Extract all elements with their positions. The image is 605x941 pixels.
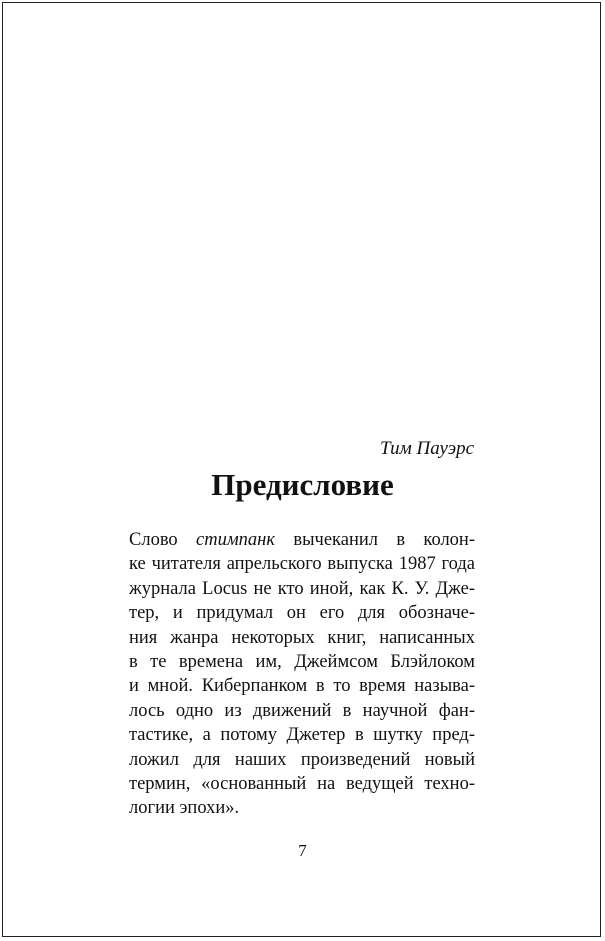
text-line: логии эпохи». — [129, 798, 240, 819]
chapter-title: Предисловие — [211, 467, 394, 502]
text-line: ния жанра некоторых книг, написанных — [129, 627, 475, 648]
text-line: термин, «основанный на ведущей техно- — [129, 773, 475, 794]
text-line: в те времена им, Джеймсом Блэйлоком — [129, 651, 475, 672]
text-line: журнала Locus не кто иной, как К. У. Дже- — [129, 578, 475, 599]
text-line: ке читателя апрельского выпуска 1987 года — [129, 554, 475, 575]
text-line: ложил для наших произведений новый — [129, 749, 475, 770]
text-line: лось одно из движений в научной фан- — [129, 700, 475, 721]
text-line: Слово стимпанк вычеканил в колон- — [129, 530, 475, 550]
author-name: Тим Пауэрс — [380, 438, 474, 459]
text-line: и мной. Киберпанком в то время называ- — [129, 676, 475, 697]
text-line: тастике, а потому Джетер в шутку пред- — [129, 725, 475, 746]
body-paragraph — [129, 528, 475, 821]
text-line: тер, и придумал он его для обозначе- — [129, 603, 475, 624]
page-number: 7 — [298, 841, 307, 860]
